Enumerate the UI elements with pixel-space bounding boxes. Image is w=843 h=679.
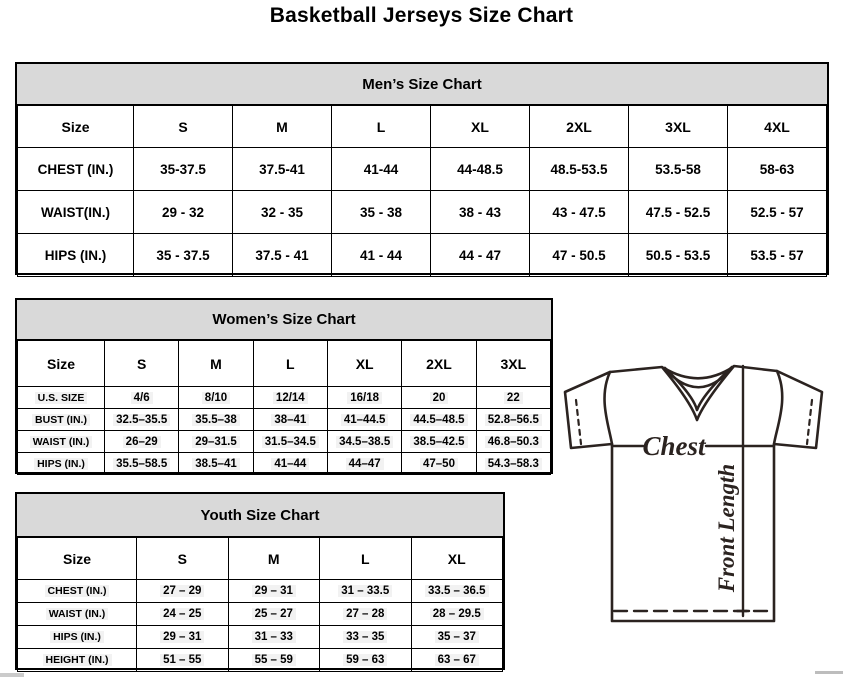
measurement-cell	[105, 431, 179, 453]
measurement-value: 41 - 44	[359, 247, 403, 263]
measurement-value: 47–50	[420, 458, 458, 470]
measurement-row	[18, 453, 551, 475]
measurement-value: 33.5 – 36.5	[425, 585, 489, 597]
womens-size-table	[17, 340, 551, 475]
measurement-row	[18, 649, 503, 672]
measurement-value: 29 - 32	[161, 204, 205, 220]
page-title: Basketball Jerseys Size Chart	[269, 4, 574, 27]
size-column-header: M	[233, 106, 332, 148]
row-label: HIPS (IN.)	[50, 631, 104, 643]
measurement-cell	[530, 234, 629, 277]
measurement-value: 41–44	[271, 458, 309, 470]
measurement-value: 26–29	[123, 436, 161, 448]
measurement-cell	[137, 626, 229, 649]
measurement-value: 32.5–35.5	[113, 414, 170, 426]
front-length-label: Front Length	[714, 463, 739, 593]
measurement-cell	[728, 191, 827, 234]
measurement-value: 51 – 55	[160, 654, 204, 666]
measurement-value: 20	[430, 392, 449, 404]
youth-size-chart-title: Youth Size Chart	[17, 494, 503, 537]
measurement-cell	[402, 431, 476, 453]
size-column-header: S	[105, 341, 179, 387]
size-column-header: 2XL	[530, 106, 629, 148]
size-column-header: L	[253, 341, 327, 387]
youth-size-table	[17, 537, 503, 672]
measurement-cell	[253, 409, 327, 431]
measurement-cell	[137, 649, 229, 672]
row-label-cell	[18, 409, 105, 431]
measurement-cell	[179, 409, 253, 431]
measurement-value: 63 – 67	[435, 654, 479, 666]
measurement-value: 28 – 29.5	[430, 608, 484, 620]
row-label-cell	[18, 603, 137, 626]
measurement-cell	[233, 234, 332, 277]
womens-size-chart-title: Women’s Size Chart	[17, 300, 551, 340]
measurement-cell	[629, 234, 728, 277]
measurement-cell	[105, 453, 179, 475]
mens-size-chart	[15, 62, 829, 275]
measurement-value: 24 – 25	[160, 608, 204, 620]
measurement-value: 50.5 - 53.5	[645, 247, 711, 263]
measurement-value: 35.5–58.5	[113, 458, 170, 470]
measurement-cell	[402, 409, 476, 431]
size-header-row	[18, 341, 551, 387]
left-cuff-stitch-dashed-line	[576, 400, 581, 444]
measurement-value: 32 - 35	[260, 204, 304, 220]
measurement-value: 37.5-41	[259, 161, 305, 177]
measurement-value: 43 - 47.5	[552, 204, 606, 220]
measurement-cell	[134, 234, 233, 277]
measurement-cell	[332, 234, 431, 277]
row-label: HIPS (IN.)	[44, 247, 107, 263]
measurement-value: 27 – 28	[343, 608, 387, 620]
measurement-cell	[253, 387, 327, 409]
measurement-cell	[105, 387, 179, 409]
measurement-cell	[411, 603, 503, 626]
measurement-value: 59 – 63	[343, 654, 387, 666]
measurement-value: 47.5 - 52.5	[645, 204, 711, 220]
row-label-cell	[18, 626, 137, 649]
measurement-row	[18, 580, 503, 603]
row-label: HIPS (IN.)	[34, 458, 88, 470]
size-header-label: Size	[18, 538, 137, 580]
size-column-header: M	[179, 341, 253, 387]
measurement-value: 38.5–41	[192, 458, 240, 470]
measurement-value: 31.5–34.5	[262, 436, 319, 448]
row-label-cell	[18, 649, 137, 672]
right-cuff-stitch-dashed-line	[807, 400, 812, 444]
measurement-cell	[402, 453, 476, 475]
measurement-cell	[411, 580, 503, 603]
measurement-cell	[233, 191, 332, 234]
measurement-cell	[431, 148, 530, 191]
measurement-value: 16/18	[347, 392, 382, 404]
measurement-cell	[179, 453, 253, 475]
measurement-cell	[179, 431, 253, 453]
size-column-header: M	[228, 538, 320, 580]
measurement-cell	[233, 148, 332, 191]
measurement-cell	[332, 148, 431, 191]
chest-label: Chest	[642, 431, 706, 461]
measurement-value: 31 – 33	[252, 631, 296, 643]
size-column-header: 3XL	[476, 341, 550, 387]
size-column-header: XL	[431, 106, 530, 148]
measurement-value: 54.3–58.3	[485, 458, 542, 470]
mens-size-chart-title: Men’s Size Chart	[17, 64, 827, 105]
measurement-value: 46.8–50.3	[485, 436, 542, 448]
measurement-value: 41–44.5	[341, 414, 389, 426]
measurement-value: 53.5-58	[655, 161, 701, 177]
measurement-value: 29–31.5	[192, 436, 240, 448]
measurement-value: 27 – 29	[160, 585, 204, 597]
measurement-cell	[134, 148, 233, 191]
row-label-cell	[18, 431, 105, 453]
measurement-cell	[332, 191, 431, 234]
measurement-value: 33 – 35	[343, 631, 387, 643]
measurement-cell	[134, 191, 233, 234]
row-label: WAIST(IN.)	[41, 204, 110, 220]
row-label: BUST (IN.)	[32, 414, 90, 426]
measurement-value: 35-37.5	[160, 161, 206, 177]
measurement-value: 52.8–56.5	[485, 414, 542, 426]
measurement-cell	[327, 409, 401, 431]
measurement-value: 38 - 43	[458, 204, 502, 220]
measurement-row	[18, 148, 827, 191]
measurement-cell	[320, 603, 412, 626]
measurement-value: 35.5–38	[192, 414, 240, 426]
measurement-value: 22	[504, 392, 523, 404]
horizontal-scrollbar-fragment-left[interactable]	[0, 673, 24, 677]
measurement-value: 37.5 - 41	[255, 247, 309, 263]
measurement-cell	[327, 431, 401, 453]
size-column-header: L	[320, 538, 412, 580]
size-column-header: L	[332, 106, 431, 148]
measurement-cell	[476, 453, 550, 475]
measurement-cell	[179, 387, 253, 409]
size-column-header: S	[137, 538, 229, 580]
measurement-cell	[402, 387, 476, 409]
measurement-cell	[728, 148, 827, 191]
measurement-value: 44-48.5	[457, 161, 503, 177]
measurement-row	[18, 626, 503, 649]
measurement-cell	[476, 409, 550, 431]
row-label: HEIGHT (IN.)	[43, 654, 112, 666]
row-label: CHEST (IN.)	[45, 585, 110, 597]
measurement-cell	[137, 580, 229, 603]
size-column-header: 2XL	[402, 341, 476, 387]
row-label-cell	[18, 234, 134, 277]
row-label-cell	[18, 387, 105, 409]
measurement-row	[18, 431, 551, 453]
womens-size-chart	[15, 298, 553, 474]
measurement-cell	[253, 453, 327, 475]
measurement-value: 29 – 31	[252, 585, 296, 597]
row-label: CHEST (IN.)	[37, 161, 114, 177]
measurement-value: 34.5–38.5	[336, 436, 393, 448]
measurement-value: 47 - 50.5	[552, 247, 606, 263]
measurement-value: 31 – 33.5	[338, 585, 392, 597]
size-column-header: XL	[411, 538, 503, 580]
measurement-cell	[411, 649, 503, 672]
measurement-value: 41-44	[363, 161, 399, 177]
youth-size-chart	[15, 492, 505, 670]
row-label-cell	[18, 191, 134, 234]
measurement-cell	[530, 148, 629, 191]
measurement-cell	[431, 191, 530, 234]
measurement-row	[18, 234, 827, 277]
jersey-measurement-diagram	[553, 358, 843, 638]
row-label: U.S. SIZE	[35, 392, 88, 404]
measurement-cell	[431, 234, 530, 277]
measurement-cell	[228, 649, 320, 672]
measurement-cell	[476, 431, 550, 453]
measurement-cell	[327, 387, 401, 409]
measurement-value: 44 - 47	[458, 247, 502, 263]
size-column-header: 4XL	[728, 106, 827, 148]
measurement-cell	[629, 191, 728, 234]
measurement-cell	[327, 453, 401, 475]
measurement-value: 35 - 37.5	[156, 247, 210, 263]
size-column-header: S	[134, 106, 233, 148]
size-header-row	[18, 106, 827, 148]
mens-size-table	[17, 105, 827, 277]
measurement-value: 35 - 38	[359, 204, 403, 220]
jersey-diagram-svg	[553, 358, 843, 638]
size-header-label: Size	[18, 106, 134, 148]
measurement-row	[18, 409, 551, 431]
measurement-cell	[137, 603, 229, 626]
size-header-label: Size	[18, 341, 105, 387]
row-label: WAIST (IN.)	[46, 608, 109, 620]
size-column-header: XL	[327, 341, 401, 387]
measurement-value: 52.5 - 57	[750, 204, 804, 220]
row-label-cell	[18, 148, 134, 191]
measurement-value: 8/10	[202, 392, 230, 404]
measurement-row	[18, 603, 503, 626]
size-column-header: 3XL	[629, 106, 728, 148]
measurement-value: 38.5–42.5	[410, 436, 467, 448]
measurement-cell	[728, 234, 827, 277]
measurement-value: 25 – 27	[252, 608, 296, 620]
measurement-cell	[105, 409, 179, 431]
measurement-value: 58-63	[759, 161, 795, 177]
measurement-cell	[530, 191, 629, 234]
measurement-value: 55 – 59	[252, 654, 296, 666]
measurement-cell	[476, 387, 550, 409]
measurement-cell	[253, 431, 327, 453]
measurement-cell	[228, 626, 320, 649]
measurement-value: 44.5–48.5	[410, 414, 467, 426]
measurement-value: 53.5 - 57	[750, 247, 804, 263]
row-label-cell	[18, 453, 105, 475]
horizontal-scrollbar-fragment-right[interactable]	[815, 671, 843, 674]
measurement-value: 29 – 31	[160, 631, 204, 643]
measurement-value: 44–47	[346, 458, 384, 470]
measurement-cell	[629, 148, 728, 191]
measurement-value: 38–41	[271, 414, 309, 426]
measurement-value: 12/14	[273, 392, 308, 404]
measurement-cell	[320, 649, 412, 672]
size-header-row	[18, 538, 503, 580]
measurement-cell	[228, 580, 320, 603]
measurement-row	[18, 191, 827, 234]
row-label-cell	[18, 580, 137, 603]
measurement-cell	[411, 626, 503, 649]
measurement-cell	[320, 580, 412, 603]
measurement-cell	[228, 603, 320, 626]
row-label: WAIST (IN.)	[30, 436, 93, 448]
measurement-value: 4/6	[131, 392, 153, 404]
measurement-value: 35 – 37	[435, 631, 479, 643]
measurement-row	[18, 387, 551, 409]
measurement-cell	[320, 626, 412, 649]
measurement-value: 48.5-53.5	[550, 161, 608, 177]
